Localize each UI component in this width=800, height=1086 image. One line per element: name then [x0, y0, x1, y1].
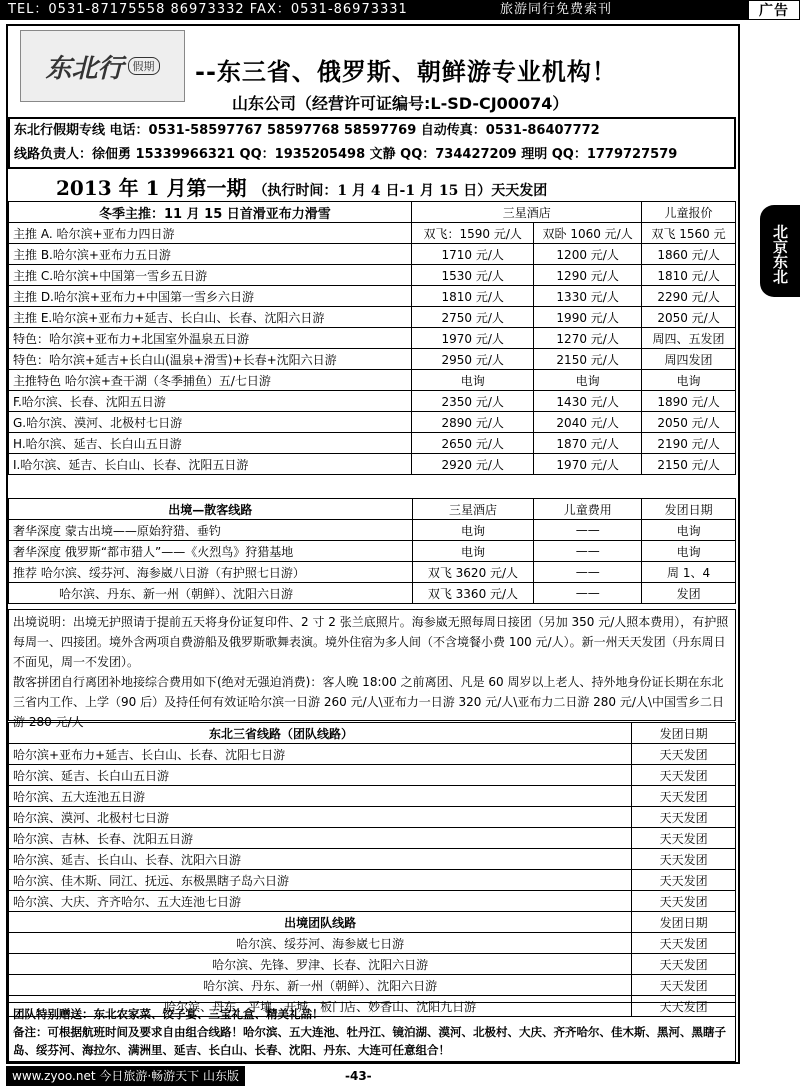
- table-cell: 东北三省线路（团队线路）: [9, 723, 632, 744]
- winter-table: [8, 201, 736, 475]
- table-row: [9, 849, 736, 870]
- table-cell: 特色：哈尔滨+亚布力+北国室外温泉五日游: [9, 328, 412, 349]
- table-row: [9, 744, 736, 765]
- table-cell: 哈尔滨、延吉、长白山、长春、沈阳六日游: [9, 849, 632, 870]
- table-header-row: [9, 499, 736, 520]
- table-cell: I.哈尔滨、延吉、长白山、长春、沈阳五日游: [9, 454, 412, 475]
- table-cell: 主推 E.哈尔滨+亚布力+延吉、长白山、长春、沈阳六日游: [9, 307, 412, 328]
- side-tab: 北京东北: [760, 205, 800, 297]
- table-cell: ——: [534, 583, 642, 604]
- table-cell: 天天发团: [632, 933, 736, 954]
- table-row: [9, 933, 736, 954]
- table-cell: 主推 C.哈尔滨+中国第一雪乡五日游: [9, 265, 412, 286]
- table-cell: 主推 A. 哈尔滨+亚布力四日游: [9, 223, 412, 244]
- header-cell: 三星酒店: [412, 499, 534, 520]
- table-cell: 哈尔滨、丹东、平壤、开城、板门店、妙香山、沈阳九日游: [9, 996, 632, 1017]
- table-cell: 2150 元/人: [642, 454, 736, 475]
- table-cell: 1870 元/人: [534, 433, 642, 454]
- table-cell: F.哈尔滨、长春、沈阳五日游: [9, 391, 412, 412]
- table-cell: 哈尔滨、佳木斯、同江、抚远、东极黑瞎子岛六日游: [9, 870, 632, 891]
- table-cell: 1710 元/人: [412, 244, 534, 265]
- table-cell: 天天发团: [632, 786, 736, 807]
- footer-site: www.zyoo.net 今日旅游·畅游天下 山东版: [6, 1066, 245, 1086]
- table-cell: 天天发团: [632, 807, 736, 828]
- table-cell: 2750 元/人: [412, 307, 534, 328]
- table-cell: 1970 元/人: [534, 454, 642, 475]
- logo-text: 东北行: [45, 53, 124, 84]
- table-cell: 周四发团: [642, 349, 736, 370]
- table-cell: 天天发团: [632, 975, 736, 996]
- table-cell: 哈尔滨、大庆、齐齐哈尔、五大连池七日游: [9, 891, 632, 912]
- table-cell: 哈尔滨、延吉、长白山五日游: [9, 765, 632, 786]
- header-cell: 三星酒店: [412, 202, 642, 223]
- table-row: [9, 349, 736, 370]
- table-cell: 2920 元/人: [412, 454, 534, 475]
- table-cell: 发团日期: [632, 912, 736, 933]
- logo-badge: 假期: [128, 57, 160, 75]
- header-cell: 发团日期: [642, 499, 736, 520]
- table-cell: 1290 元/人: [534, 265, 642, 286]
- table-cell: 2050 元/人: [642, 412, 736, 433]
- table-cell: 天天发团: [632, 891, 736, 912]
- table-cell: 1430 元/人: [534, 391, 642, 412]
- table-cell: 发团: [642, 583, 736, 604]
- issue-title: 2013 年 1 月第一期: [56, 176, 247, 200]
- company-logo: [20, 30, 185, 102]
- table-cell: 哈尔滨、吉林、长春、沈阳五日游: [9, 828, 632, 849]
- note-2: 散客拼团自行离团补地接综合费用如下(绝对无强迫消费)：客人晚 18:00 之前离团、凡是 60 周岁以上老人、持外地身份证长期在东北三省内工作、上学（90 后）及持任何有效证哈尔滨一日游 260 元/人\亚布力一日游 320 元/人\亚布力二日游 280 元/人\中国雪乡二日游 280 元/人: [13, 675, 724, 729]
- notes-box: [8, 609, 736, 729]
- table-cell: 2350 元/人: [412, 391, 534, 412]
- table-cell: 1990 元/人: [534, 307, 642, 328]
- table-cell: 主推特色 哈尔滨+查干湖（冬季捕鱼）五/七日游: [9, 370, 412, 391]
- table-cell: 1860 元/人: [642, 244, 736, 265]
- header-cell: 儿童费用: [534, 499, 642, 520]
- gift-line: 团队特别赠送：东北农家菜、饺子宴、三宝礼盒、精美礼品！: [13, 1007, 324, 1021]
- table-cell: 1890 元/人: [642, 391, 736, 412]
- table-cell: 双飞 1560 元: [642, 223, 736, 244]
- table-cell: 发团日期: [632, 723, 736, 744]
- table-row: [9, 583, 736, 604]
- table-row: [9, 265, 736, 286]
- table-cell: 天天发团: [632, 996, 736, 1017]
- table-cell: 周 1、4: [642, 562, 736, 583]
- table-cell: 1270 元/人: [534, 328, 642, 349]
- table-row: [9, 286, 736, 307]
- issue-heading: [56, 172, 547, 201]
- publication-name: 旅游同行免费索刊: [500, 2, 613, 17]
- table-row: [9, 328, 736, 349]
- table-cell: 天天发团: [632, 828, 736, 849]
- table-row: [9, 391, 736, 412]
- table-cell: 天天发团: [632, 849, 736, 870]
- table-row: [9, 954, 736, 975]
- table-header-row: [9, 202, 736, 223]
- table-row: [9, 520, 736, 541]
- table-cell: H.哈尔滨、延吉、长白山五日游: [9, 433, 412, 454]
- table-row: [9, 870, 736, 891]
- table-cell: ——: [534, 562, 642, 583]
- table-cell: 2290 元/人: [642, 286, 736, 307]
- table-cell: 2650 元/人: [412, 433, 534, 454]
- table-row: [9, 807, 736, 828]
- table-row: [9, 244, 736, 265]
- table-cell: 电询: [412, 370, 534, 391]
- table-row: [9, 307, 736, 328]
- table-cell: 2190 元/人: [642, 433, 736, 454]
- table-cell: 天天发团: [632, 954, 736, 975]
- table-row: [9, 454, 736, 475]
- table-row: [9, 370, 736, 391]
- license-line: 山东公司（经营许可证编号:L-SD-CJ00074）: [232, 94, 569, 113]
- top-bar: [0, 0, 800, 20]
- table-cell: 主推 B.哈尔滨+亚布力五日游: [9, 244, 412, 265]
- outbound-table: [8, 498, 736, 604]
- table-cell: 推荐 哈尔滨、绥芬河、海参崴八日游（有护照七日游）: [9, 562, 413, 583]
- table-cell: 哈尔滨、丹东、新一州（朝鲜）、沈阳六日游: [9, 583, 413, 604]
- table-cell: 哈尔滨、绥芬河、海参崴七日游: [9, 933, 632, 954]
- table-cell: 1330 元/人: [534, 286, 642, 307]
- table-cell: 主推 D.哈尔滨+亚布力+中国第一雪乡六日游: [9, 286, 412, 307]
- table-cell: 双飞 3620 元/人: [412, 562, 534, 583]
- note-1: 出境说明：出境无护照请于提前五天将身份证复印件、2 寸 2 张兰底照片。海参崴无照每周日接团（另加 350 元/人照本费用），有护照每周一、四接团。境外含两项自费游船及俄罗斯歌舞表演。境外住宿为多人间（不含境餐小费 100 元/人）。新一州天天发团（丹东周日不面见，周一不发团）。: [13, 615, 729, 669]
- table-cell: 天天发团: [632, 765, 736, 786]
- table-cell: 1810 元/人: [412, 286, 534, 307]
- table-cell: 双飞 3360 元/人: [412, 583, 534, 604]
- table-row: [9, 912, 736, 933]
- table-cell: 2950 元/人: [412, 349, 534, 370]
- page-number: -43-: [345, 1069, 372, 1083]
- table-row: [9, 891, 736, 912]
- table-cell: 奢华深度 蒙古出境——原始狩猎、垂钓: [9, 520, 413, 541]
- table-row: [9, 562, 736, 583]
- table-cell: 电询: [642, 520, 736, 541]
- table-cell: 哈尔滨、丹东、新一州（朝鲜）、沈阳六日游: [9, 975, 632, 996]
- group-table: [8, 722, 736, 1017]
- contact-box: [8, 117, 736, 169]
- page-title: --东三省、俄罗斯、朝鲜游专业机构！: [195, 58, 617, 86]
- top-contact: TEL：0531-87175558 86973332 FAX：0531-86973331: [8, 2, 408, 17]
- table-row: [9, 786, 736, 807]
- table-cell: 电询: [412, 541, 534, 562]
- table-cell: 电询: [412, 520, 534, 541]
- table-cell: 出境团队线路: [9, 912, 632, 933]
- table-cell: G.哈尔滨、漠河、北极村七日游: [9, 412, 412, 433]
- table-cell: 哈尔滨+亚布力+延吉、长白山、长春、沈阳七日游: [9, 744, 632, 765]
- header-cell: 出境—散客线路: [9, 499, 413, 520]
- table-cell: 双卧 1060 元/人: [534, 223, 642, 244]
- header-cell: 冬季主推：11 月 15 日首滑亚布力滑雪: [9, 202, 412, 223]
- contact-line-2: 线路负责人：徐佃勇 15339966321 QQ：1935205498 文静 QQ：734427209 理明 QQ：1779727579: [14, 147, 678, 162]
- table-cell: 哈尔滨、五大连池五日游: [9, 786, 632, 807]
- table-cell: ——: [534, 541, 642, 562]
- table-row: [9, 828, 736, 849]
- table-cell: 奢华深度 俄罗斯“都市猎人”——《火烈鸟》狩猎基地: [9, 541, 413, 562]
- footer: [0, 1066, 800, 1086]
- remarks-box: [8, 1002, 736, 1062]
- table-cell: 哈尔滨、先锋、罗津、长春、沈阳六日游: [9, 954, 632, 975]
- ad-label: 广告: [748, 0, 800, 20]
- table-row: [9, 975, 736, 996]
- table-row: [9, 765, 736, 786]
- table-cell: 电询: [534, 370, 642, 391]
- table-cell: 2150 元/人: [534, 349, 642, 370]
- table-cell: 1200 元/人: [534, 244, 642, 265]
- issue-subtitle: （执行时间：1 月 4 日-1 月 15 日）天天发团: [253, 183, 548, 199]
- table-cell: 1970 元/人: [412, 328, 534, 349]
- table-cell: 天天发团: [632, 870, 736, 891]
- table-cell: 哈尔滨、漠河、北极村七日游: [9, 807, 632, 828]
- remark-line: 备注：可根据航班时间及要求自由组合线路！哈尔滨、五大连池、牡丹江、镜泊湖、漠河、北极村、大庆、齐齐哈尔、佳木斯、黑河、黑瞎子岛、绥芬河、海拉尔、满洲里、延吉、长白山、长春、沈阳、丹东、大连可任意组合！: [13, 1025, 726, 1057]
- table-cell: 天天发团: [632, 744, 736, 765]
- contact-line-1: 东北行假期专线 电话：0531-58597767 58597768 58597769 自动传真：0531-86407772: [14, 123, 600, 138]
- table-row: [9, 433, 736, 454]
- table-cell: 1810 元/人: [642, 265, 736, 286]
- table-cell: 双飞：1590 元/人: [412, 223, 534, 244]
- table-cell: 特色：哈尔滨+延吉+长白山(温泉+滑雪)+长春+沈阳六日游: [9, 349, 412, 370]
- table-row: [9, 541, 736, 562]
- table-row: [9, 412, 736, 433]
- table-cell: 2040 元/人: [534, 412, 642, 433]
- table-cell: 电询: [642, 541, 736, 562]
- table-row: [9, 223, 736, 244]
- table-cell: 2050 元/人: [642, 307, 736, 328]
- table-cell: ——: [534, 520, 642, 541]
- table-cell: 1530 元/人: [412, 265, 534, 286]
- table-row: [9, 723, 736, 744]
- header-cell: 儿童报价: [642, 202, 736, 223]
- table-cell: 周四、五发团: [642, 328, 736, 349]
- table-cell: 2890 元/人: [412, 412, 534, 433]
- table-cell: 电询: [642, 370, 736, 391]
